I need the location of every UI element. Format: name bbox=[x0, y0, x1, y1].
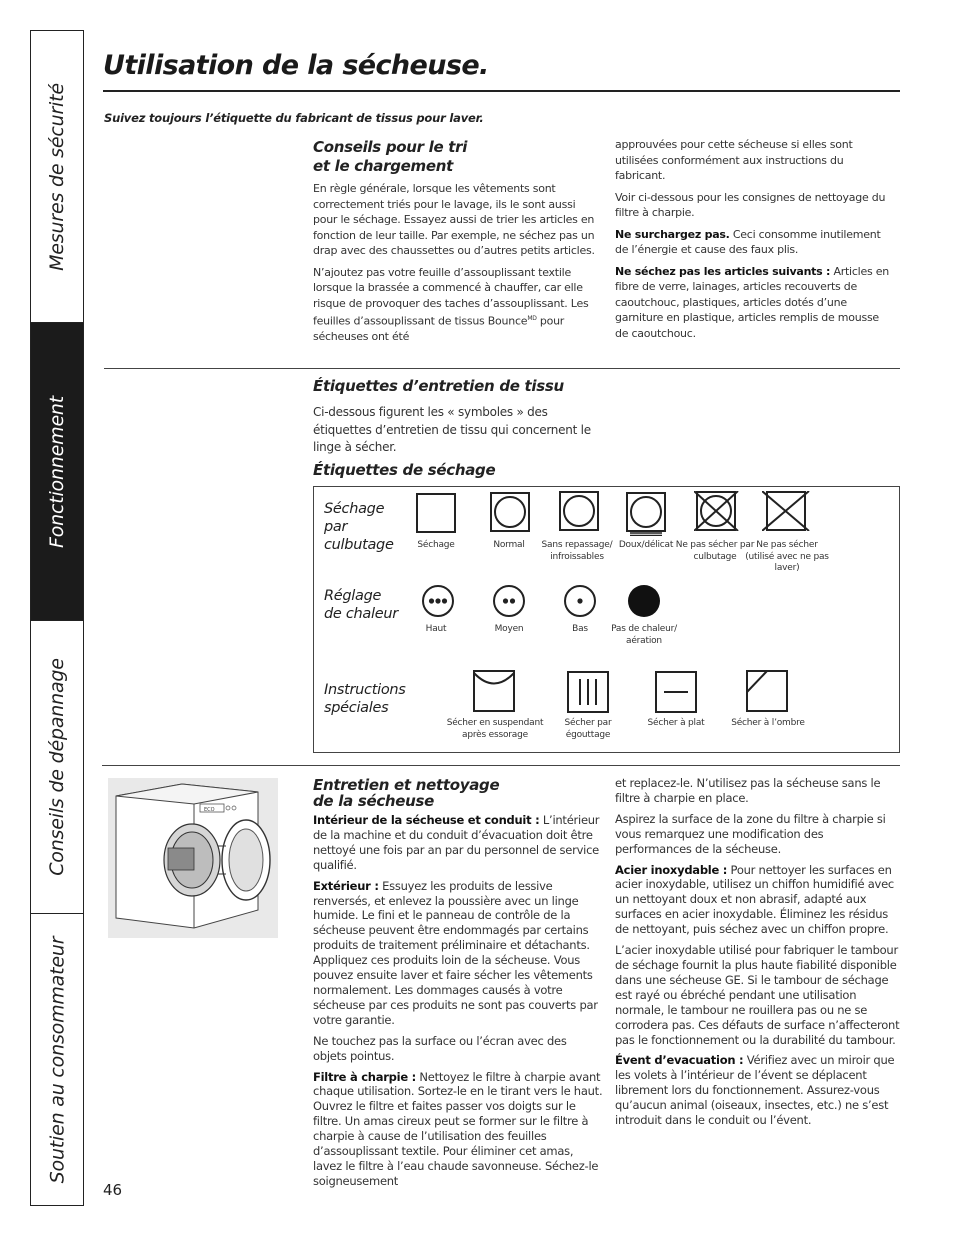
bold-lead: Ne séchez pas les articles suivants : bbox=[615, 264, 831, 278]
symbol-caption: Ne pas sécher par culbutage bbox=[675, 540, 755, 562]
row-label-line: de chaleur bbox=[324, 606, 398, 622]
sorting-paragraph: Voir ci-dessous pour les consignes de nettoyage du filtre à charpie. bbox=[615, 190, 886, 219]
tab-fonctionnement[interactable] bbox=[31, 323, 83, 621]
symbol-caption: Pas de chaleur/ aération bbox=[611, 624, 677, 646]
paragraph-text: pour sécheuses ont été bbox=[313, 314, 565, 344]
care-heading bbox=[313, 777, 499, 809]
sorting-paragraph: En règle générale, lorsque les vêtements sont correctement triés pour le lavage, ils le sont aussi pour le séchage. Essayez aussi de trier les articles en fonction de leur taille. Par exemple, ne séchez pas un drap avec des chaussettes ou d’autres petits articles. bbox=[313, 182, 595, 257]
bold-lead: Extérieur : bbox=[313, 878, 379, 893]
do-not-dry-icon bbox=[762, 491, 810, 531]
sorting-column-right bbox=[615, 137, 895, 347]
trademark-mark: MD bbox=[527, 315, 537, 322]
paragraph-text: L’intérieur de la machine et du conduit d’évacuation doit être nettoyé une fois par an par du personnel de service qualifié. bbox=[313, 813, 600, 872]
sorting-heading-line2: et le chargement bbox=[313, 157, 453, 175]
row-label-line: spéciales bbox=[324, 700, 389, 716]
paragraph-text: Articles en fibre de verre, lainages, articles recouverts de caoutchouc, plastiques, articles dotés d’une garniture en plastique, articles remplis de mousse de caoutchouc. bbox=[615, 264, 889, 340]
row-label-line: Réglage bbox=[324, 588, 382, 604]
care-heading-line1: Entretien et nettoyage bbox=[313, 776, 500, 794]
bold-lead: Acier inoxydable : bbox=[615, 862, 728, 877]
care-column-left bbox=[313, 813, 603, 1195]
sorting-heading bbox=[313, 138, 467, 176]
tab-label: Fonctionnement bbox=[46, 395, 68, 548]
tab-label: Soutien au consommateur bbox=[46, 936, 69, 1183]
care-paragraph: Ne touchez pas la surface ou l’écran avec des objets pointus. bbox=[313, 1033, 567, 1063]
paragraph-text: Ceci consomme inutilement de l’énergie et cause des faux plis. bbox=[615, 227, 881, 256]
section-tabs bbox=[30, 30, 84, 1206]
symbol-caption: Sécher en suspendant après essorage bbox=[446, 718, 544, 740]
line-dry-icon bbox=[473, 670, 515, 712]
intro-note: Suivez toujours l’étiquette du fabricant de tissus pour laver. bbox=[104, 111, 484, 125]
section-divider bbox=[102, 765, 900, 766]
bold-lead: Évent d’evacuation : bbox=[615, 1053, 744, 1068]
row-label-line: culbutage bbox=[324, 537, 394, 553]
tab-label: Mesures de sécurité bbox=[46, 82, 69, 271]
care-paragraph bbox=[313, 1070, 603, 1189]
row-label-line: par bbox=[324, 519, 348, 535]
care-paragraph bbox=[615, 1053, 901, 1128]
care-paragraph: et replacez-le. N’utilisez pas la sécheuse sans le filtre à charpie en place. bbox=[615, 776, 881, 805]
low-heat-icon bbox=[563, 584, 597, 618]
tab-mesures-de-securite[interactable] bbox=[31, 31, 83, 323]
symbol-caption: Normal bbox=[493, 540, 525, 550]
labels-heading: Étiquettes d’entretien de tissu bbox=[313, 377, 564, 395]
symbol-caption: Bas bbox=[572, 624, 588, 634]
sorting-column-left bbox=[313, 181, 595, 351]
dryer-illustration bbox=[108, 778, 278, 938]
symbol-caption: Ne pas sécher (utilisé avec ne pas laver) bbox=[745, 540, 829, 573]
sorting-paragraph: approuvées pour cette sécheuse si elles sont utilisées conformément aux instructions du fabricant. bbox=[615, 138, 853, 182]
care-column-right bbox=[615, 776, 901, 1134]
section-divider bbox=[104, 368, 900, 369]
symbol-caption: Doux/délicat bbox=[618, 540, 674, 550]
sorting-heading-line1: Conseils pour le tri bbox=[313, 138, 468, 156]
symbol-caption: Sécher à l’ombre bbox=[731, 718, 805, 728]
symbol-caption: Haut bbox=[425, 624, 447, 634]
high-heat-icon bbox=[421, 584, 455, 618]
drying-labels-heading: Étiquettes de séchage bbox=[313, 461, 496, 479]
row-label-tumble-dry bbox=[324, 500, 394, 554]
row-label-line: Instructions bbox=[324, 682, 406, 698]
symbol-caption: Sécher à plat bbox=[647, 718, 705, 728]
bold-lead: Intérieur de la sécheuse et conduit : bbox=[313, 813, 540, 827]
tab-label: Conseils de dépannage bbox=[46, 658, 69, 876]
symbol-caption: Sans repassage/ infroissables bbox=[541, 540, 613, 562]
labels-description: Ci-dessous figurent les « symboles » des étiquettes d’entretien de tissu qui concernent le linge à sécher. bbox=[313, 405, 591, 454]
paragraph-text: Nettoyez le filtre à charpie avant chaque utilisation. Sortez-le en le tirant vers le haut. Ouvrez le filtre et faites passer vos doigts sur le filtre. Un amas cireux peut se former sur le filtre à charpie à cause de l’utilisation des feuilles d’assouplissant textile. Pour éliminer cet amas, lavez le filtre à l’eau chaude savonneuse. Séchez-le soigneusement bbox=[313, 1069, 603, 1188]
paragraph-text: Pour nettoyer les surfaces en acier inoxydable, utilisez un chiffon humidifié avec un nettoyant doux et non abrasif, adapté aux surfaces en acier inoxydable. Éliminez les résidus de nettoyant, puis séchez avec un chiffon propre. bbox=[615, 862, 894, 937]
tumble-dry-normal-icon bbox=[490, 492, 530, 532]
svg-text:ECO: ECO bbox=[204, 807, 215, 813]
delicate-icon bbox=[626, 492, 666, 536]
care-paragraph bbox=[313, 813, 603, 873]
dry-flat-icon bbox=[655, 671, 697, 713]
paragraph-text: Essuyez les produits de lessive renversés, et enlevez la poussière avec un linge humide. Le fini et le panneau de contrôle de la sécheuse peuvent être endommagés par certains produits de traitement préliminaire et détachants. Appliquez ces produits loin de la sécheuse. Vous pouvez ensuite laver et faire sécher les vêtements normalement. Les dommages causés à votre sécheuse par ces produits ne sont pas couverts par votre garantie. bbox=[313, 878, 598, 1027]
row-label-heat-setting bbox=[324, 587, 398, 623]
care-paragraph bbox=[313, 879, 603, 1028]
drip-dry-icon bbox=[567, 671, 609, 713]
symbol-caption: Sécher par égouttage bbox=[564, 718, 612, 740]
sorting-paragraph bbox=[615, 264, 895, 342]
bold-lead: Filtre à charpie : bbox=[313, 1069, 416, 1084]
page-number: 46 bbox=[103, 1181, 123, 1199]
medium-heat-icon bbox=[492, 584, 526, 618]
tab-conseils-de-depannage[interactable] bbox=[31, 621, 83, 914]
sorting-paragraph bbox=[615, 227, 895, 258]
symbol-caption: Séchage bbox=[417, 540, 455, 550]
care-symbols-table bbox=[313, 486, 900, 753]
row-label-special-instructions bbox=[324, 681, 406, 717]
paragraph-text: N’ajoutez pas votre feuille d’assouplissant textile lorsque la brassée a commencé à chauffer, car elle risque de provoquer des taches d’assouplissant. Les feuilles d’assouplissant de tissus Bounce bbox=[313, 265, 589, 328]
bold-lead: Ne surchargez pas. bbox=[615, 227, 730, 241]
title-divider bbox=[103, 90, 900, 92]
paragraph-text: Vérifiez avec un miroir que les volets à l’intérieur de l’évent se déplacent librement lors du fonctionnement. Assurez-vous qu’aucun animal (oiseaux, insectes, etc.) ne s’est introduit dans le conduit ou l’évent. bbox=[615, 1053, 895, 1128]
do-not-tumble-dry-icon bbox=[694, 491, 739, 531]
care-heading-line2: de la sécheuse bbox=[313, 792, 435, 810]
permanent-press-icon bbox=[559, 491, 599, 531]
page-title: Utilisation de la sécheuse. bbox=[103, 50, 489, 81]
tab-soutien-au-consommateur[interactable] bbox=[31, 914, 83, 1205]
no-heat-icon bbox=[627, 584, 661, 618]
care-paragraph bbox=[615, 863, 901, 938]
care-paragraph: L’acier inoxydable utilisé pour fabriquer le tambour de séchage fournit la plus haute fiabilité disponible dans une sécheuse GE. Si le tambour de séchage est rayé ou ébréché pendant une utilisation normale, le tambour ne rouillera pas ou ne se corrodera pas. Ces défauts de surface n’affecteront pas le fonctionnement ou la durabilité du tambour. bbox=[615, 943, 900, 1047]
row-label-line: Séchage bbox=[324, 501, 385, 517]
dry-in-shade-icon bbox=[746, 670, 788, 712]
symbol-caption: Moyen bbox=[494, 624, 524, 634]
sorting-paragraph bbox=[313, 265, 595, 345]
care-paragraph: Aspirez la surface de la zone du filtre à charpie si vous remarquez une modification des performances de la sécheuse. bbox=[615, 811, 886, 856]
tumble-dry-icon bbox=[416, 493, 456, 533]
